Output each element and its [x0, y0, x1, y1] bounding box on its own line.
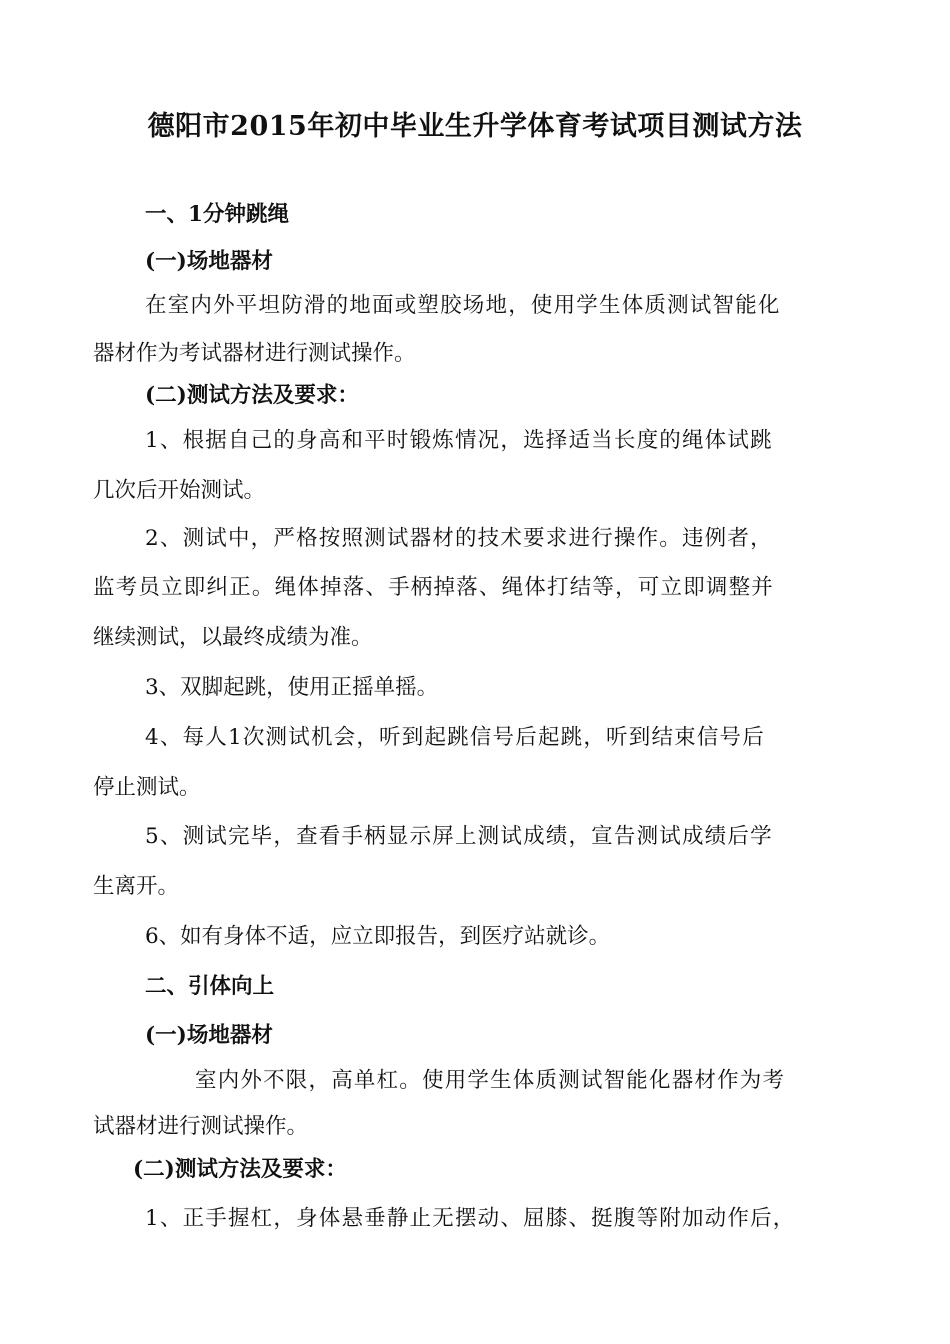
paragraph-line: 几次后开始测试。: [93, 478, 266, 503]
subsection-heading-venue-2: (一)场地器材: [145, 1023, 273, 1048]
paragraph-line: 6、如有身体不适，应立即报告，到医疗站就诊。: [145, 924, 611, 949]
section-heading-2: 二、引体向上: [145, 974, 275, 999]
paragraph-line: 室内外不限，高单杠。使用学生体质测试智能化器材作为考: [195, 1068, 786, 1093]
paragraph-line: 器材作为考试器材进行测试操作。: [93, 341, 416, 366]
subsection-heading-method-1: (二)测试方法及要求：: [145, 383, 359, 408]
paragraph-line: 2、测试中，严格按照测试器材的技术要求进行操作。违例者，: [145, 526, 773, 551]
document-title: 德阳市2015年初中毕业生升学体育考试项目测试方法: [147, 111, 803, 142]
paragraph-line: 1、根据自己的身高和平时锻炼情况，选择适当长度的绳体试跳: [145, 428, 773, 453]
paragraph-line: 继续测试，以最终成绩为准。: [93, 625, 373, 650]
paragraph-line: 停止测试。: [93, 775, 201, 800]
paragraph-line: 5、测试完毕，查看手柄显示屏上测试成绩，宣告测试成绩后学: [145, 824, 773, 849]
paragraph-line: 1、正手握杠，身体悬垂静止无摆动、屈膝、挺腹等附加动作后，: [145, 1206, 796, 1231]
paragraph-line: 4、每人1次测试机会，听到起跳信号后起跳，听到结束信号后: [145, 725, 765, 750]
paragraph-line: 3、双脚起跳，使用正摇单摇。: [145, 675, 439, 700]
subsection-heading-method-2: (二)测试方法及要求：: [133, 1157, 347, 1182]
paragraph-line: 在室内外平坦防滑的地面或塑胶场地，使用学生体质测试智能化: [145, 293, 781, 318]
paragraph-line: 监考员立即纠正。绳体掉落、手柄掉落、绳体打结等，可立即调整并: [93, 575, 775, 600]
paragraph-line: 试器材进行测试操作。: [93, 1114, 309, 1139]
subsection-heading-venue-1: (一)场地器材: [145, 249, 273, 274]
section-heading-1: 一、1分钟跳绳: [145, 202, 289, 227]
paragraph-line: 生离开。: [93, 874, 180, 899]
